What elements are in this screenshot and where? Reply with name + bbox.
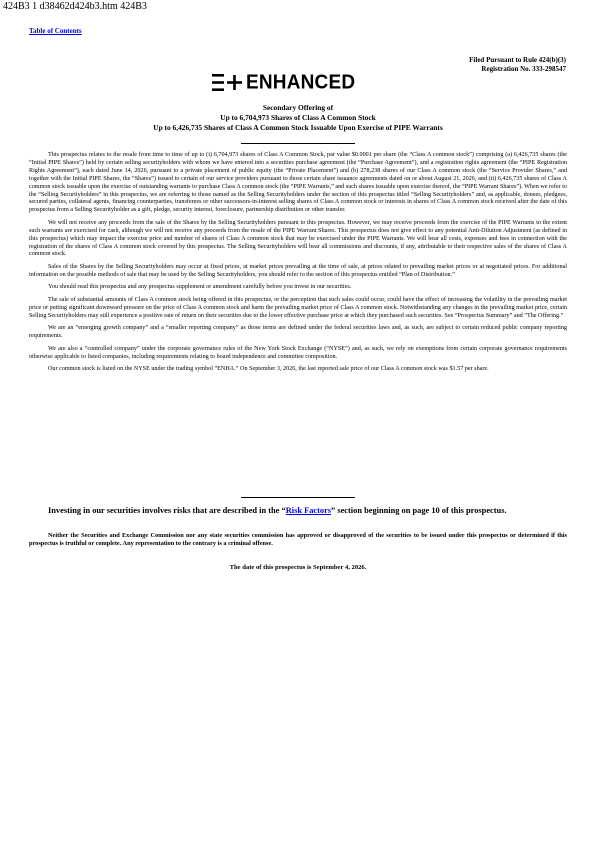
- paragraph-listing: Our common stock is listed on the NYSE under the trading symbol “ENHA.” On September 3, 2026, the last reported sale price of our Class A common stock was $1.57 per share.: [48, 366, 489, 372]
- prospectus-date: The date of this prospectus is September 4, 2026.: [229, 564, 367, 571]
- file-header: 424B3 1 d38462d424b3.htm 424B3: [3, 1, 147, 12]
- registration-number: Registration No. 333-298547: [481, 65, 566, 73]
- logo-mark-icon: [212, 74, 242, 91]
- paragraph-controlled-company: We are also a “controlled company” under the corporate governance rules of the New York Stock Exchange (“NYSE”) and, as such, we rely on exemptions from certain corporate governance requirements otherwise applicable to listed companies, including requirements relating to board independence and committee composition.: [29, 345, 567, 360]
- table-of-contents-link[interactable]: Table of Contents: [29, 27, 82, 35]
- offering-line-1: Secondary Offering of: [262, 103, 334, 112]
- company-logo: [212, 73, 384, 92]
- risk-factors-link[interactable]: Risk Factors: [285, 506, 332, 515]
- prospectus-body: [29, 152, 567, 379]
- divider: [241, 143, 355, 144]
- paragraph-sales: Sales of the Shares by the Selling Securityholders may occur at fixed prices, at market prices prevailing at the time of sale, at prices related to prevailing market prices or at negotiated prices. For additional information on the possible methods of sale that may be used by the Selling Securityholders, you should refer to the section of this prospectus entitled “Plan of Distribution.”: [29, 263, 567, 278]
- risk-statement: [29, 506, 567, 517]
- filing-rule: Filed Pursuant to Rule 424(b)(3): [469, 56, 566, 64]
- divider: [241, 497, 355, 498]
- paragraph-volatility: The sale of substantial amounts of Class A common stock being offered in this prospectus, or the perception that such sales could occur, could have the effect of increasing the volatility in the prevailing market price or putting significant downward pressure on the price of Class A common stock and harm the prevailing market price of Class A common stock. Notwithstanding any changes in the prevailing market price, certain Selling Securityholders may still experience a positive rate of return on their securities due to the lower effective purchase price at which they purchased such securities. See “Prospectus Summary” and “The Offering.”: [29, 296, 567, 319]
- paragraph-read: You should read this prospectus and any prospectus supplement or amendment carefully before you invest in our securities.: [48, 284, 352, 291]
- paragraph-resale: This prospectus relates to the resale from time to time of up to (i) 6,704,973 shares of Class A Common Stock, par value $0.0001 per share (the “Class A common stock”) comprising (a) 6,426,735 shares (the “Initial PIPE Shares”) held by certain selling securityholders with whom we have entered into a securities purchase agreement (the “Purchase Agreement”), and a registration rights agreement (the “PIPE Registration Rights Agreement”), each dated June 14, 2026, pursuant to a private placement of public equity (the “Private Placement”) and (b) 278,238 shares of our Class A common stock (the “Service Provider Shares,” and together with the Initial PIPE Shares, the “Shares”) issued to certain of our service providers pursuant to those certain share issuance agreements dated on or about August 21, 2026, and (ii) 6,426,735 shares of Class A common stock issuable upon the exercise of outstanding warrants to purchase Class A common stock (the “PIPE Warrants,” and such shares issuable upon exercise thereof, the “PIPE Warrant Shares”). When we refer to the “Selling Securityholders” in this prospectus, we are referring to those named as the Selling Securityholders under the section of this prospectus titled “Selling Securityholders” and, as applicable, donees, pledgees, secured parties, collateral agents, financing counterparties, transferees or other successors-in-interest selling shares of Class A common stock or interests in shares of Class A common stock received after the date of this prospectus from a Selling Securityholder as a gift, pledge, security interest, foreclosure, partnership distribution or other transfer.: [29, 152, 567, 214]
- risk-statement-before: Investing in our securities involves risks that are described in the “: [48, 506, 286, 515]
- logo-wordmark: ENHANCED: [246, 71, 356, 94]
- paragraph-emerging-growth: We are an “emerging growth company” and a “smaller reporting company” as those terms are defined under the federal securities laws and, as such, are subject to certain reduced public company reporting requirements.: [29, 325, 567, 340]
- offering-line-2: Up to 6,704,973 Shares of Class A Common Stock: [220, 113, 376, 123]
- paragraph-proceeds: We will not receive any proceeds from the sale of the Shares by the Selling Securityholders pursuant to this prospectus. However, we may receive proceeds from the exercise of the PIPE Warrants to the extent such warrants are exercised for cash, although we will not receive any proceeds from the resale of the PIPE Warrant Shares. This prospectus does not give effect to any potential Anti-Dilution Adjustment (as defined in this prospectus) which may impact the exercise price and number of shares of Class A common stock that may be exercised under the PIPE Warrants. We will bear all costs, expenses and fees in connection with the registration of the shares of Class A common stock covered by this prospectus. The Selling Securityholders will bear all commissions and discounts, if any, attributable to their respective sales of the shares of Class A common stock.: [29, 219, 567, 258]
- sec-disclaimer: Neither the Securities and Exchange Commission nor any state securities commission has approved or disapproved of the securities to be issued under this prospectus or determined if this prospectus is truthful or complete. Any representation to the contrary is a criminal offense.: [29, 532, 567, 548]
- filing-info: [469, 56, 566, 74]
- risk-statement-after: ” section beginning on page 10 of this prospectus.: [331, 506, 507, 515]
- offering-title: [0, 103, 596, 134]
- offering-line-3: Up to 6,426,735 Shares of Class A Common Stock Issuable Upon Exercise of PIPE Warrants: [153, 123, 443, 133]
